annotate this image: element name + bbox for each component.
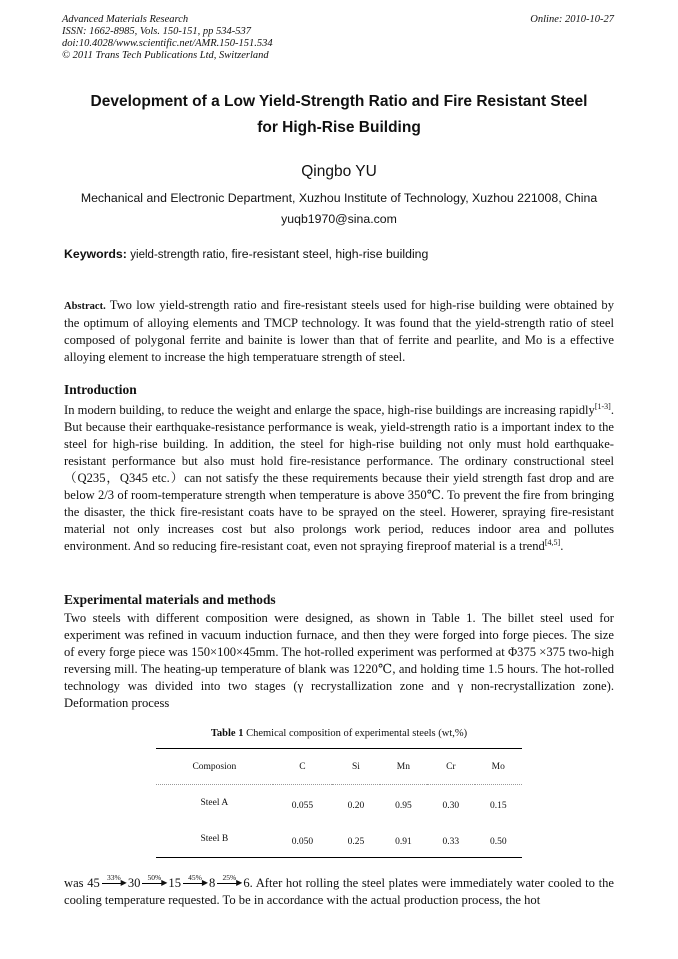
- title-line-1: Development of a Low Yield-Strength Ratio and Fire Resistant Steel: [90, 93, 588, 110]
- paper-title: [60, 89, 618, 141]
- process-text: . After hot rolling the steel plates were immediately water cooled to the cooling temperature requested. To be in accordance with the actual production process, the hot: [64, 876, 614, 907]
- process-prefix: was 45: [64, 876, 100, 890]
- author-name: Qingbo YU: [301, 163, 377, 180]
- table-cell: 0.91: [380, 821, 427, 858]
- title-line-2: for High-Rise Building: [257, 119, 421, 136]
- introduction-paragraph: [64, 402, 614, 555]
- affiliation: Mechanical and Electronic Department, Xuzhou Institute of Technology, Xuzhou 221008, China: [80, 191, 598, 205]
- deformation-process-paragraph: [64, 875, 614, 909]
- table-header-row: [156, 749, 522, 785]
- table-cell: 0.055: [291, 801, 314, 811]
- citation-4-5: [4,5]: [544, 538, 561, 547]
- table-cell: 0.20: [347, 801, 365, 811]
- abstract: [64, 297, 614, 366]
- keywords-rest: fire-resistant steel, high-rise building: [231, 247, 429, 261]
- thickness-value: 6: [243, 876, 250, 890]
- reduction-percent: 50%: [147, 873, 162, 883]
- journal-header: [62, 14, 273, 62]
- table-cell: Steel B: [156, 821, 273, 858]
- reduction-arrow: 45% ▶: [182, 878, 208, 890]
- col-header: C: [273, 749, 333, 785]
- author-email: yuqb1970@sina.com: [281, 212, 397, 226]
- col-header: Composion: [156, 749, 273, 785]
- table-row: [156, 821, 522, 858]
- doi-line: doi:10.4028/www.scientific.net/AMR.150-151.534: [62, 38, 273, 49]
- table-caption-label: Table 1: [210, 728, 244, 739]
- citation-1-3: [1-3]: [594, 402, 611, 411]
- methods-paragraph: Two steels with different composition were designed, as shown in Table 1. The billet steel used for experiment was refined in vacuum induction furnace, and then they were forged into forge pieces. The size of every forge piece was 150×100×45mm. The hot-rolled experiment was performed at Φ375 ×375 two-high reversing mill. The heating-up temperature of blank was 1220℃, and holding time 1.5 hours. The hot-rolled technology was divided into two stages (γ recrystallization zone and γ non-recrystallization zone). Deformation process: [64, 611, 614, 710]
- thickness-value: 15: [168, 876, 182, 890]
- intro-text-1: In modern building, to reduce the weight and enlarge the space, high-rise buildings are increasing rapidly: [64, 403, 595, 417]
- reduction-percent: 33%: [106, 873, 121, 883]
- abstract-label: Abstract.: [64, 301, 106, 312]
- col-header: Cr: [427, 749, 474, 785]
- intro-text-3: .: [560, 539, 564, 553]
- thickness-value: 30: [127, 876, 141, 890]
- heading-introduction: Introduction: [64, 382, 137, 397]
- journal-name: Advanced Materials Research: [62, 14, 189, 25]
- online-date: Online: 2010-10-27: [530, 14, 614, 25]
- table-cell: Steel A: [200, 798, 229, 808]
- keyword-first: yield-strength ratio,: [130, 249, 229, 261]
- table-cell: 0.50: [475, 821, 522, 858]
- table-caption-text: Chemical composition of experimental steels (wt,%): [243, 728, 468, 739]
- thickness-value: 8: [209, 876, 216, 890]
- reduction-percent: 25%: [222, 873, 237, 883]
- intro-text-2: . But because their earthquake-resistance performance is weak, yield-strength ratio is a important index to the steel for high-rise building. In addition, the steel for high-rise building not only must hold earthquake-resistant performance but also must hold fire-resistance performance. The ordinary constructional steel（Q235，Q345 etc.）can not satisfy the these requirements because their yield strength fast drop and are below 2/3 of room-temperature strength when temperature is above 350℃. To prevent the fire from bringing the disaster, the thick fire-resistant coats have to be sprayed on the steel. Howerer, spraying fire-resistant material not only increases cost but also prolongs work period, reduces indoor area and pollutes environment. And so reducing fire-resistant coat, even not spraying fireproof material is a trend: [64, 403, 614, 553]
- table-cell: 0.15: [489, 801, 507, 811]
- reduction-arrow: 25% ▶: [216, 878, 242, 890]
- reduction-percent: 45%: [188, 873, 202, 883]
- heading-methods: Experimental materials and methods: [64, 592, 276, 607]
- col-header: Mn: [380, 749, 427, 785]
- abstract-text: Two low yield-strength ratio and fire-resistant steels used for high-rise building were obtained by the optimum of alloying elements and TMCP technology. It was found that the yield-strength ratio of steel composed of polygonal ferrite and bainite is lower than that of ferrite and pearlite, and Mo is a effective alloying element to increase the high temperatuare strength of steel.: [64, 298, 615, 364]
- col-header: Si: [332, 749, 379, 785]
- table-cell: 0.33: [427, 821, 474, 858]
- table-cell: 0.30: [442, 801, 460, 811]
- keywords: [64, 247, 428, 261]
- table-cell: 0.25: [332, 821, 379, 858]
- table-row: [156, 785, 522, 822]
- issn-line: ISSN: 1662-8985, Vols. 150-151, pp 534-537: [62, 26, 251, 37]
- table-cell: 0.050: [273, 821, 333, 858]
- table-caption: [0, 728, 678, 739]
- reduction-arrow: 33% ▶: [101, 878, 127, 890]
- table-cell: 0.95: [395, 801, 412, 811]
- col-header: Mo: [475, 749, 522, 785]
- copyright-line: © 2011 Trans Tech Publications Ltd, Switzerland: [62, 50, 269, 61]
- reduction-arrow: 50% ▶: [141, 878, 167, 890]
- keywords-label: Keywords:: [64, 247, 127, 261]
- chemical-composition-table: [156, 748, 522, 858]
